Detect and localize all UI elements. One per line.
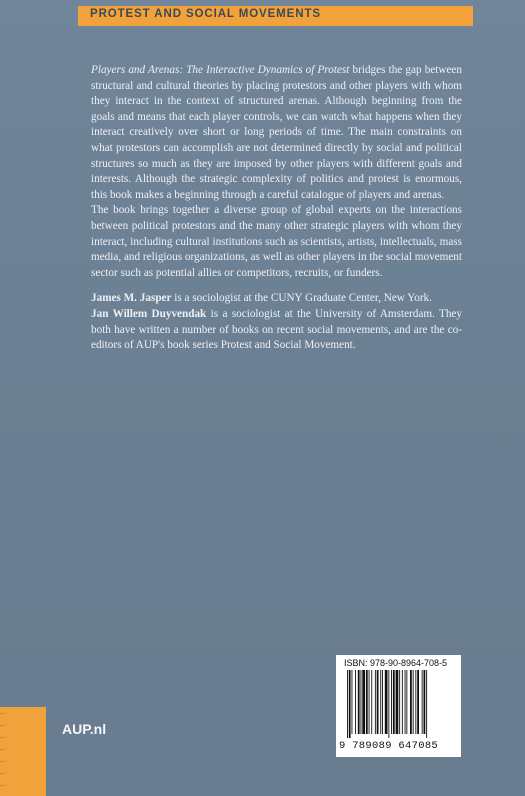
author-1-name: James M. Jasper xyxy=(91,292,172,305)
blurb xyxy=(91,63,462,354)
barcode-bar xyxy=(402,670,403,734)
tab-notch xyxy=(0,749,5,750)
spine-tab xyxy=(0,707,46,796)
author-1-text: is a sociologist at the CUNY Graduate Center, New York. xyxy=(171,292,432,305)
blurb-paragraph-1-text: bridges the gap between structural and cultural theories by placing protestors and other players with whom they interact in the context of structured arenas. Although beginning from the goals and means that each player controls, we can watch what happens when they interact creatively over short or long periods of time. The main constraints on what protestors can accomplish are not determined directly by social and political structures so much as they are imposed by other players with different goals and interests. Although the strategic complexity of politics and protest is enormous, this book makes a beginning through a careful catalogue of players and arenas. xyxy=(91,64,462,201)
barcode-bar xyxy=(352,670,353,734)
barcode-bar xyxy=(410,670,412,734)
barcode-bar xyxy=(358,670,360,734)
barcode-bar xyxy=(424,670,426,734)
tab-notch xyxy=(0,773,5,774)
book-title: Players and Arenas: The Interactive Dynamics of Protest xyxy=(91,64,350,76)
barcode-bar xyxy=(349,670,351,738)
tab-notch xyxy=(0,761,5,762)
tab-notch xyxy=(0,713,5,714)
tab-notch xyxy=(0,785,5,786)
barcode-bar xyxy=(347,670,348,738)
publisher-url: AUP.nl xyxy=(62,721,107,737)
barcode-bar xyxy=(417,670,419,734)
author-2-text: is a sociologist at the University of Amsterdam. They both have written a number of books on recent social movements, and are the co-editors of AUP's book series Protest and Social Movement. xyxy=(91,307,462,352)
barcode-bar xyxy=(391,670,392,734)
tab-notch xyxy=(0,737,5,738)
barcode-bar xyxy=(377,670,379,734)
author-bio xyxy=(91,291,462,353)
barcode xyxy=(345,670,455,738)
barcode-bar xyxy=(371,670,372,734)
barcode-bar xyxy=(399,670,400,734)
barcode-bar xyxy=(422,670,423,734)
blurb-paragraph-1 xyxy=(91,63,462,203)
barcode-bar xyxy=(396,670,399,734)
barcode-bar xyxy=(355,670,356,734)
barcode-bar xyxy=(426,670,427,738)
barcode-bar xyxy=(375,670,376,734)
barcode-bar xyxy=(388,670,389,738)
barcode-bar xyxy=(415,670,416,734)
barcode-bar xyxy=(380,670,381,734)
barcode-bar xyxy=(405,670,406,734)
barcode-bar xyxy=(406,670,407,734)
tab-notch xyxy=(0,725,5,726)
author-2-name: Jan Willem Duyvendak xyxy=(91,307,207,320)
barcode-bar xyxy=(382,670,383,734)
barcode-bar xyxy=(361,670,362,734)
barcode-bar xyxy=(362,670,365,734)
isbn-label: ISBN: 978-90-8964-708-5 xyxy=(344,658,448,668)
blurb-paragraph-2: The book brings together a diverse group of global experts on the interactions between political protestors and the many other strategic players with whom they interact, including cultural institutions such as scientists, artists, intellectuals, mass media, and religious organizations, as well as other players in the social movement sector such as potential allies or competitors, recruits, or funders. xyxy=(91,204,462,279)
barcode-bar xyxy=(413,670,414,734)
barcode-bar xyxy=(366,670,368,734)
barcode-number: 9 789089 647085 xyxy=(339,740,439,752)
barcode-bar xyxy=(393,670,395,734)
series-label: PROTEST AND SOCIAL MOVEMENTS xyxy=(90,8,321,20)
barcode-bar xyxy=(385,670,388,734)
barcode-bar xyxy=(369,670,370,734)
